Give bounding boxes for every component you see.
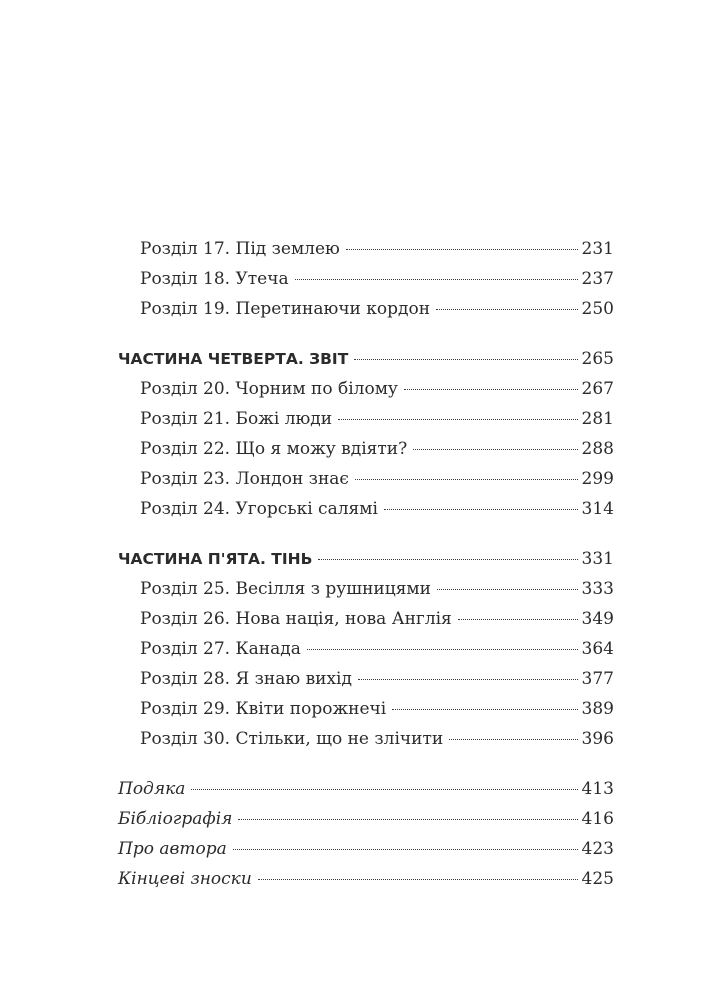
toc-page-number: 288 (580, 436, 614, 462)
toc-entry-chapter-27 (0, 636, 728, 662)
toc-page-number: 331 (580, 546, 614, 572)
toc-entry-title: Розділ 27. Канада (140, 639, 301, 659)
toc-entry-title: Розділ 23. Лондон знає (140, 469, 349, 489)
toc-entry-title: Розділ 17. Під землею (140, 239, 340, 259)
toc-entry-chapter-23 (0, 466, 728, 492)
toc-entry-title: Розділ 26. Нова нація, нова Англія (140, 609, 452, 629)
toc-page-number: 377 (580, 666, 614, 692)
toc-entry-chapter-20 (0, 376, 728, 402)
toc-entry-title: Розділ 18. Утеча (140, 269, 289, 289)
toc-entry-bibliography (0, 806, 728, 832)
toc-entry-about-author (0, 836, 728, 862)
toc-entry-chapter-28 (0, 666, 728, 692)
toc-page-number: 413 (580, 776, 614, 802)
toc-entry-chapter-30 (0, 726, 728, 752)
toc-entry-title: Кінцеві зноски (118, 869, 252, 889)
toc-entry-part-5 (0, 546, 728, 572)
toc-page-number: 389 (580, 696, 614, 722)
dot-leader (404, 389, 578, 390)
toc-page-number: 281 (580, 406, 614, 432)
dot-leader (233, 849, 578, 850)
toc-page-number: 299 (580, 466, 614, 492)
toc-page-number: 314 (580, 496, 614, 522)
toc-entry-title: Про автора (118, 839, 227, 859)
dot-leader (384, 509, 578, 510)
dot-leader (437, 589, 578, 590)
dot-leader (295, 279, 578, 280)
toc-page-number: 396 (580, 726, 614, 752)
dot-leader (436, 309, 578, 310)
toc-entry-chapter-17 (0, 236, 728, 262)
toc-entry-title: Розділ 29. Квіти порожнечі (140, 699, 387, 719)
toc-page-number: 231 (580, 236, 614, 262)
toc-entry-title: Розділ 22. Що я можу вдіяти? (140, 439, 408, 459)
toc-page-number: 416 (580, 806, 614, 832)
toc-entry-chapter-19 (0, 296, 728, 322)
toc-page-number: 237 (580, 266, 614, 292)
toc-entry-title: Подяка (118, 779, 186, 799)
toc-entry-title: Розділ 30. Стільки, що не злічити (140, 729, 444, 749)
toc-entry-chapter-25 (0, 576, 728, 602)
dot-leader (258, 879, 578, 880)
toc-part-title: ЧАСТИНА ЧЕТВЕРТА. ЗВІТ (118, 350, 349, 368)
dot-leader (458, 619, 578, 620)
dot-leader (449, 739, 578, 740)
toc-page-number: 333 (580, 576, 614, 602)
dot-leader (354, 359, 578, 360)
toc-entry-chapter-29 (0, 696, 728, 722)
dot-leader (191, 789, 578, 790)
toc-part-title: ЧАСТИНА П'ЯТА. ТІНЬ (118, 550, 313, 568)
toc-entry-chapter-22 (0, 436, 728, 462)
dot-leader (413, 449, 578, 450)
dot-leader (358, 679, 578, 680)
toc-entry-title: Розділ 28. Я знаю вихід (140, 669, 352, 689)
toc-page-number: 250 (580, 296, 614, 322)
toc-entry-chapter-18 (0, 266, 728, 292)
toc-entry-acknowledgements (0, 776, 728, 802)
toc-page-number: 265 (580, 346, 614, 372)
dot-leader (338, 419, 578, 420)
dot-leader (392, 709, 578, 710)
toc-page-number: 267 (580, 376, 614, 402)
dot-leader (355, 479, 578, 480)
toc-page-number: 364 (580, 636, 614, 662)
dot-leader (318, 559, 578, 560)
toc-entry-chapter-24 (0, 496, 728, 522)
toc-entry-part-4 (0, 346, 728, 372)
toc-page-number: 425 (580, 866, 614, 892)
toc-entry-endnotes (0, 866, 728, 892)
toc-page-number: 349 (580, 606, 614, 632)
dot-leader (346, 249, 578, 250)
toc-entry-title: Бібліографія (118, 809, 233, 829)
dot-leader (307, 649, 578, 650)
toc-entry-chapter-21 (0, 406, 728, 432)
toc-entry-chapter-26 (0, 606, 728, 632)
dot-leader (238, 819, 578, 820)
toc-entry-title: Розділ 21. Божі люди (140, 409, 333, 429)
toc-entry-title: Розділ 19. Перетинаючи кордон (140, 299, 431, 319)
toc-entry-title: Розділ 20. Чорним по білому (140, 379, 398, 399)
toc-entry-title: Розділ 24. Угорські салямі (140, 499, 378, 519)
toc-entry-title: Розділ 25. Весілля з рушницями (140, 579, 431, 599)
toc-page-number: 423 (580, 836, 614, 862)
